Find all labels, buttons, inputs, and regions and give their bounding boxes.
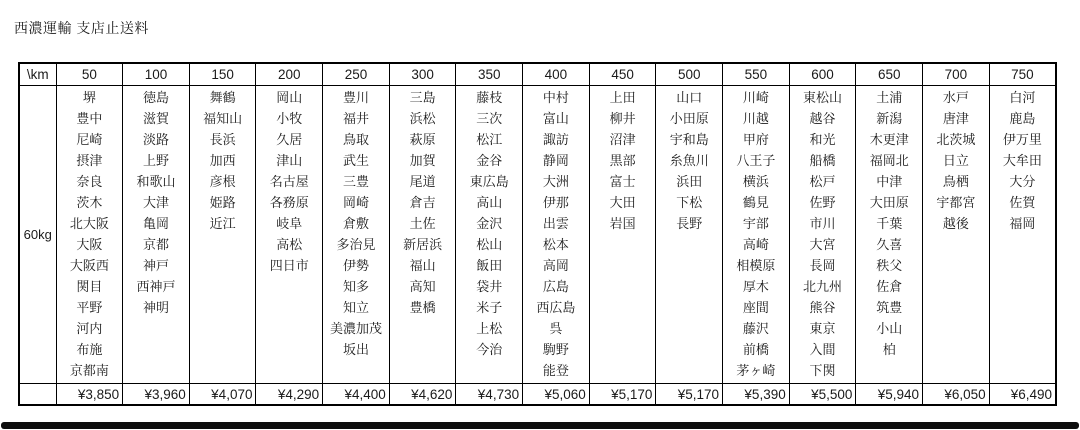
distance-header-450: 450 <box>589 63 656 86</box>
cities-cell-500 <box>656 86 723 384</box>
city-name: 出雲 <box>542 216 569 231</box>
city-name: 能登 <box>542 363 569 378</box>
price-cell-700: ¥6,050 <box>923 384 990 406</box>
city-name: 山口 <box>676 90 703 105</box>
city-name: 姫路 <box>209 195 236 210</box>
city-name: 美濃加茂 <box>329 321 382 336</box>
distance-header-150: 150 <box>189 63 256 86</box>
city-name: 呉 <box>549 321 563 336</box>
city-name: 徳島 <box>142 90 169 105</box>
distance-header-750: 750 <box>989 63 1056 86</box>
city-name: 松江 <box>476 132 503 147</box>
city-name: 堺 <box>82 90 96 105</box>
fare-table <box>18 62 1057 406</box>
city-name: 座間 <box>742 300 769 315</box>
price-cell-350: ¥4,730 <box>456 384 523 406</box>
city-name: 知多 <box>342 279 369 294</box>
city-name: 高山 <box>476 195 503 210</box>
distance-header-700: 700 <box>923 63 990 86</box>
city-name: 西広島 <box>536 300 576 315</box>
city-name: 富士 <box>609 174 636 189</box>
city-name: 淡路 <box>142 132 169 147</box>
price-cell-250: ¥4,400 <box>323 384 390 406</box>
city-name: 金谷 <box>476 153 503 168</box>
city-name: 飯田 <box>476 258 503 273</box>
city-name: 筑豊 <box>876 300 903 315</box>
km-corner-cell: \km <box>19 63 56 86</box>
price-cell-500: ¥5,170 <box>656 384 723 406</box>
city-name: 北大阪 <box>69 216 109 231</box>
city-name: 京都 <box>142 237 169 252</box>
city-name: 福岡 <box>1009 216 1036 231</box>
city-name: 長岡 <box>809 258 836 273</box>
price-cell-550: ¥5,390 <box>723 384 790 406</box>
distance-header-350: 350 <box>456 63 523 86</box>
city-name: 袋井 <box>476 279 503 294</box>
city-name: 米子 <box>476 300 503 315</box>
city-name: 浜田 <box>676 174 703 189</box>
distance-header-550: 550 <box>723 63 790 86</box>
city-name: 高知 <box>409 279 436 294</box>
city-name: 武生 <box>342 153 369 168</box>
cities-row <box>19 86 1056 384</box>
weight-price-empty-cell <box>19 384 56 406</box>
city-name: 長浜 <box>209 132 236 147</box>
city-name: 唐津 <box>942 111 969 126</box>
city-name: 福山 <box>409 258 436 273</box>
city-name: 市川 <box>809 216 836 231</box>
distance-header-500: 500 <box>656 63 723 86</box>
price-cell-450: ¥5,170 <box>589 384 656 406</box>
page-title: 西濃運輸 支店止送料 <box>14 20 149 36</box>
city-name: 川崎 <box>742 90 769 105</box>
city-name: 浜松 <box>409 111 436 126</box>
city-name: 豊中 <box>76 111 103 126</box>
city-name: 京都南 <box>69 363 109 378</box>
cities-cell-350 <box>456 86 523 384</box>
city-name: 茅ヶ崎 <box>736 363 776 378</box>
city-name: 金沢 <box>476 216 503 231</box>
cities-cell-100 <box>123 86 190 384</box>
distance-header-400: 400 <box>523 63 590 86</box>
city-name: 下松 <box>676 195 703 210</box>
header-row <box>19 63 1056 86</box>
city-name: 三豊 <box>342 174 369 189</box>
weight-cell: 60kg <box>19 86 56 384</box>
city-name: 沼津 <box>609 132 636 147</box>
city-name: 加西 <box>209 153 236 168</box>
city-name: 鳥栖 <box>942 174 969 189</box>
city-name: 水戸 <box>942 90 969 105</box>
city-name: 神明 <box>142 300 169 315</box>
city-name: 上松 <box>476 321 503 336</box>
city-name: 川越 <box>742 111 769 126</box>
city-name: 名古屋 <box>269 174 309 189</box>
city-name: 三次 <box>476 111 503 126</box>
city-name: 藤沢 <box>742 321 769 336</box>
city-name: 相模原 <box>736 258 776 273</box>
city-name: 上野 <box>142 153 169 168</box>
cities-cell-150 <box>189 86 256 384</box>
cities-cell-750 <box>989 86 1056 384</box>
price-cell-400: ¥5,060 <box>523 384 590 406</box>
city-name: 高岡 <box>542 258 569 273</box>
city-name: 尼崎 <box>76 132 103 147</box>
price-cell-200: ¥4,290 <box>256 384 323 406</box>
city-name: 横浜 <box>742 174 769 189</box>
price-cell-750: ¥6,490 <box>989 384 1056 406</box>
city-name: 秩父 <box>876 258 903 273</box>
city-name: 三島 <box>409 90 436 105</box>
city-name: 茨木 <box>76 195 103 210</box>
city-name: 越谷 <box>809 111 836 126</box>
distance-header-200: 200 <box>256 63 323 86</box>
city-name: 豊橋 <box>409 300 436 315</box>
city-name: 倉吉 <box>409 195 436 210</box>
city-name: 大田 <box>609 195 636 210</box>
distance-header-100: 100 <box>123 63 190 86</box>
city-name: 宇部 <box>742 216 769 231</box>
city-name: 大田原 <box>869 195 909 210</box>
city-name: 滋賀 <box>142 111 169 126</box>
city-name: 神戸 <box>142 258 169 273</box>
city-name: 広島 <box>542 279 569 294</box>
city-name: 新潟 <box>876 111 903 126</box>
city-name: 長野 <box>676 216 703 231</box>
city-name: 小田原 <box>669 111 709 126</box>
city-name: 大津 <box>142 195 169 210</box>
distance-header-650: 650 <box>856 63 923 86</box>
city-name: 伊万里 <box>1002 132 1042 147</box>
city-name: 関目 <box>76 279 103 294</box>
city-name: 柳井 <box>609 111 636 126</box>
city-name: 入間 <box>809 342 836 357</box>
city-name: 甲府 <box>742 132 769 147</box>
city-name: 近江 <box>209 216 236 231</box>
city-name: 糸魚川 <box>669 153 709 168</box>
city-name: 前橋 <box>742 342 769 357</box>
distance-header-50: 50 <box>56 63 123 86</box>
city-name: 今治 <box>476 342 503 357</box>
city-name: 久喜 <box>876 237 903 252</box>
price-cell-650: ¥5,940 <box>856 384 923 406</box>
city-name: 大阪 <box>76 237 103 252</box>
city-name: 岩国 <box>609 216 636 231</box>
city-name: 佐倉 <box>876 279 903 294</box>
city-name: 加賀 <box>409 153 436 168</box>
city-name: 東京 <box>809 321 836 336</box>
city-name: 鳥取 <box>342 132 369 147</box>
price-cell-300: ¥4,620 <box>389 384 456 406</box>
city-name: 知立 <box>342 300 369 315</box>
city-name: 豊川 <box>342 90 369 105</box>
city-name: 東広島 <box>469 174 509 189</box>
city-name: 大牟田 <box>1002 153 1042 168</box>
city-name: 松戸 <box>809 174 836 189</box>
city-name: 坂出 <box>342 342 369 357</box>
price-cell-100: ¥3,960 <box>123 384 190 406</box>
price-cell-50: ¥3,850 <box>56 384 123 406</box>
city-name: 多治見 <box>336 237 376 252</box>
cities-cell-300 <box>389 86 456 384</box>
city-name: 尾道 <box>409 174 436 189</box>
city-name: 佐野 <box>809 195 836 210</box>
distance-header-250: 250 <box>323 63 390 86</box>
city-name: 西神戸 <box>136 279 176 294</box>
city-name: 上田 <box>609 90 636 105</box>
distance-header-300: 300 <box>389 63 456 86</box>
city-name: 静岡 <box>542 153 569 168</box>
city-name: 鶴見 <box>742 195 769 210</box>
cities-cell-200 <box>256 86 323 384</box>
city-name: 北茨城 <box>936 132 976 147</box>
city-name: 各務原 <box>269 195 309 210</box>
city-name: 和光 <box>809 132 836 147</box>
city-name: 河内 <box>76 321 103 336</box>
city-name: 宇都宮 <box>936 195 976 210</box>
city-name: 摂津 <box>76 153 103 168</box>
cities-cell-550 <box>723 86 790 384</box>
bottom-edge-bar <box>1 422 1079 429</box>
city-name: 亀岡 <box>142 216 169 231</box>
city-name: 新居浜 <box>403 237 443 252</box>
city-name: 岐阜 <box>276 216 303 231</box>
city-name: 鹿島 <box>1009 111 1036 126</box>
city-name: 白河 <box>1009 90 1036 105</box>
price-cell-150: ¥4,070 <box>189 384 256 406</box>
city-name: 大洲 <box>542 174 569 189</box>
city-name: 八王子 <box>736 153 776 168</box>
city-name: 倉敷 <box>342 216 369 231</box>
city-name: 厚木 <box>742 279 769 294</box>
city-name: 平野 <box>76 300 103 315</box>
city-name: 大分 <box>1009 174 1036 189</box>
city-name: 船橋 <box>809 153 836 168</box>
city-name: 久居 <box>276 132 303 147</box>
city-name: 越後 <box>942 216 969 231</box>
city-name: 諏訪 <box>542 132 569 147</box>
city-name: 奈良 <box>76 174 103 189</box>
city-name: 柏 <box>882 342 896 357</box>
city-name: 萩原 <box>409 132 436 147</box>
city-name: 宇和島 <box>669 132 709 147</box>
city-name: 下関 <box>809 363 836 378</box>
cities-cell-50 <box>56 86 123 384</box>
city-name: 大阪西 <box>69 258 109 273</box>
city-name: 東松山 <box>803 90 843 105</box>
city-name: 駒野 <box>542 342 569 357</box>
city-name: 松山 <box>476 237 503 252</box>
city-name: 岡崎 <box>342 195 369 210</box>
cities-cell-600 <box>789 86 856 384</box>
city-name: 日立 <box>942 153 969 168</box>
city-name: 北九州 <box>803 279 843 294</box>
city-name: 布施 <box>76 342 103 357</box>
city-name: 木更津 <box>869 132 909 147</box>
distance-header-600: 600 <box>789 63 856 86</box>
cities-cell-700 <box>923 86 990 384</box>
city-name: 松本 <box>542 237 569 252</box>
city-name: 熊谷 <box>809 300 836 315</box>
city-name: 伊勢 <box>342 258 369 273</box>
city-name: 津山 <box>276 153 303 168</box>
city-name: 岡山 <box>276 90 303 105</box>
city-name: 千葉 <box>876 216 903 231</box>
city-name: 黒部 <box>609 153 636 168</box>
cities-cell-400 <box>523 86 590 384</box>
city-name: 土浦 <box>876 90 903 105</box>
city-name: 和歌山 <box>136 174 176 189</box>
cities-cell-250 <box>323 86 390 384</box>
city-name: 富山 <box>542 111 569 126</box>
city-name: 中村 <box>542 90 569 105</box>
city-name: 福岡北 <box>869 153 909 168</box>
city-name: 中津 <box>876 174 903 189</box>
price-cell-600: ¥5,500 <box>789 384 856 406</box>
city-name: 高崎 <box>742 237 769 252</box>
city-name: 福知山 <box>203 111 243 126</box>
city-name: 四日市 <box>269 258 309 273</box>
cities-cell-450 <box>589 86 656 384</box>
city-name: 福井 <box>342 111 369 126</box>
city-name: 小牧 <box>276 111 303 126</box>
price-row <box>19 384 1056 406</box>
city-name: 伊那 <box>542 195 569 210</box>
city-name: 舞鶴 <box>209 90 236 105</box>
cities-cell-650 <box>856 86 923 384</box>
city-name: 小山 <box>876 321 903 336</box>
city-name: 大宮 <box>809 237 836 252</box>
city-name: 土佐 <box>409 216 436 231</box>
city-name: 佐賀 <box>1009 195 1036 210</box>
city-name: 藤枝 <box>476 90 503 105</box>
city-name: 彦根 <box>209 174 236 189</box>
city-name: 高松 <box>276 237 303 252</box>
